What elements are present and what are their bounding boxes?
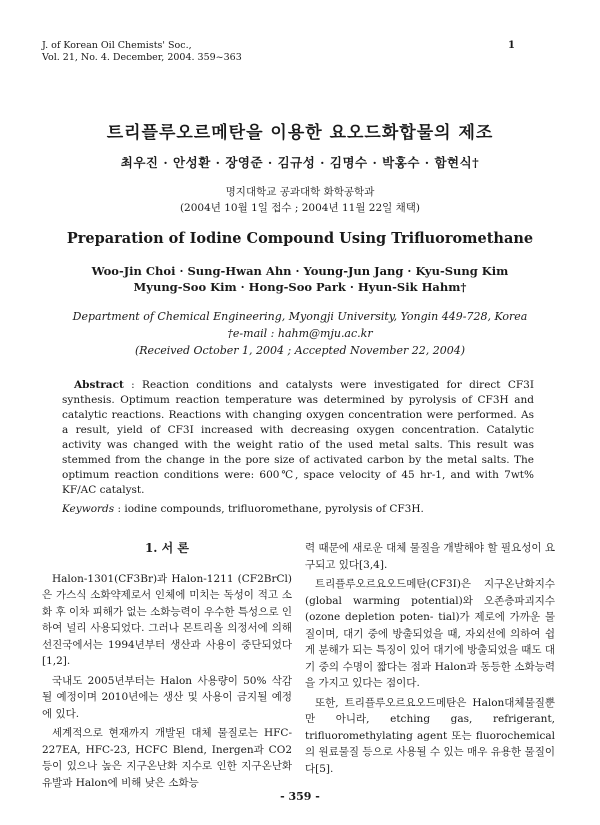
paragraph: 트리플루오르요오드메탄(CF3I)은 지구온난화지수(global warming potential)와 오존층파괴지수(ozone depletion poten- tial)가 제로에 가까운 물질이며, 대기 중에 방출되었을 때, 자외선에 의하여 쉽게 분해가 되는 특징이 있어 대기에 방출되었을 때도 대기 중의 수명이 짧다는 점과 Halon과 동등한 소화능력을 가지고 있다는 점이다. [305,578,555,689]
paragraph: 세계적으로 현재까지 개발된 대체 물질로는 HFC-227EA, HFC-23, HCFC Blend, Inergen과 CO2 등이 있으나 높은 지구온난화 지수로 인한 지구온난화 유발과 Halon에 비해 낮은 소화능 [42,727,292,789]
paragraph: 력 때문에 새로운 대체 물질을 개발해야 할 필요성이 요구되고 있다[3,4]. [305,542,555,571]
korean-authors: 최우진 · 안성환 · 장영준 · 김규성 · 김명수 · 박홍수 · 함현식† [120,155,480,170]
english-affiliation [0,308,600,359]
page-number-footer: - 359 - [280,790,320,803]
section-heading: 1. 서 론 [144,541,190,555]
journal-citation [42,40,242,64]
english-authors [0,263,600,295]
korean-dates: (2004년 10월 1일 접수 ; 2004년 11월 22일 채택) [179,202,421,214]
korean-title: 트리플루오르메탄을 이용한 요오드화합물의 제조 [106,123,494,143]
abstract-text: : Reaction conditions and catalysts were investigated for direct CF3I synthesis. Optimum reaction temperature was determined by pyrolysis of CF3H and catalytic reactions. Reactions with changing oxygen concentration were performed. As a result, yield of CF3I increased with decreasing oxygen concentration. Catalytic activity was changed with the weight ratio of the used metal salts. This result was stemmed from the change in the pore size of activated carbon by the metal salts. The optimum reaction conditions were: 600℃, space velocity of 45 hr-1, and with 7wt% KF/AC catalyst. [62,379,534,496]
email: †e-mail : hahm@mju.ac.kr [227,327,373,340]
abstract-label: Abstract [74,379,124,391]
journal-line-2: Vol. 21, No. 4. December, 2004. 359~363 [42,52,242,63]
paragraph: Halon-1301(CF3Br)과 Halon-1211 (CF2BrCl)은 가스식 소화약제로서 인체에 미치는 독성이 적고 소화 후 이차 피해가 없는 소화능력이 우수한 특성으로 인하여 널리 사용되었다. 그러나 몬트리올 의정서에 의해 선진국에서는 1994년부터 생산과 사용이 중단되었다[1,2]. [42,572,292,667]
paragraph: 또한, 트리플루오르요오드메탄은 Halon대체물질뿐만 아니라, etching gas, refrigerant, trifluoromethylating agent 또는 fluorochemical의 원료물질 등으로 사용될 수 있는 매우 유용한 물질이다[5]. [305,696,555,775]
keywords-text: : iodine compounds, trifluoromethane, pyrolysis of CF3H. [114,503,424,515]
english-dates: (Received October 1, 2004 ; Accepted November 22, 2004) [134,344,466,357]
keywords [62,503,534,515]
korean-affiliation: 명지대학교 공과대학 화학공학과 [225,186,375,198]
keywords-label: Keywords [62,503,115,515]
abstract [62,378,534,498]
english-authors-line-2: Myung-Soo Kim · Hong-Soo Park · Hyun-Sik Hahm† [133,280,467,294]
paragraph: 국내도 2005년부터는 Halon 사용량이 50% 삭감될 예정이며 2010년에는 생산 및 사용이 금지될 예정에 있다. [42,674,292,720]
column-left [42,540,292,794]
journal-line-1: J. of Korean Oil Chemists' Soc., [42,40,192,51]
department: Department of Chemical Engineering, Myongji University, Yongin 449-728, Korea [72,310,528,323]
english-title: Preparation of Iodine Compound Using Trifluoromethane [66,230,534,247]
english-authors-line-1: Woo-Jin Choi · Sung-Hwan Ahn · Young-Jun Jang · Kyu-Sung Kim [91,264,509,278]
page-number-top: 1 [508,40,515,51]
column-right [305,540,555,780]
